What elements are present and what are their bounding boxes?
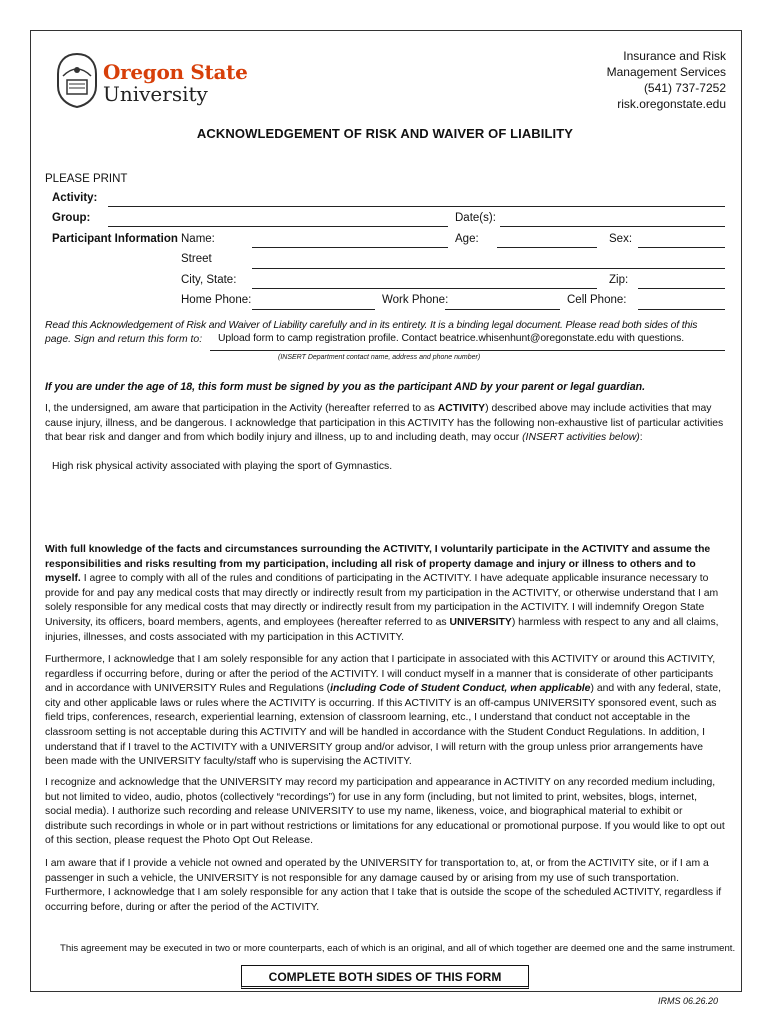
- name-label: Name:: [181, 233, 215, 245]
- return-to-text: Upload form to camp registration profile. Contact beatrice.whisenhunt@oregonstate.edu with questions.: [218, 333, 684, 344]
- university-logo: [55, 52, 248, 110]
- p1-activity-term: ACTIVITY: [437, 403, 486, 414]
- instructions-line-2: page. Sign and return this form to:: [45, 334, 203, 345]
- insert-contact-note: (INSERT Department contact name, address and phone number): [278, 354, 481, 361]
- p2-text-b: I agree to comply with all of the rules and conditions of participating in the ACTIVITY. I have adequate applicable insurance necessary to provide for and pay any medical costs that may directly or indirectly result from my participation in the ACTIVITY, or otherwise understand that I am solely responsible for any medical costs that may directly or indirectly result from my participation in the ACTIVITY. I will indemnify Oregon State University, its officers, board members, agents, and employees (hereafter referred to as: [45, 573, 719, 628]
- activity-label: Activity:: [52, 192, 98, 204]
- instructions-line-1: Read this Acknowledgement of Risk and Waiver of Liability carefully and in its entirety. It is a binding legal document. Please read both sides of this: [45, 320, 698, 331]
- city-state-field[interactable]: [252, 288, 597, 289]
- document-title: ACKNOWLEDGEMENT OF RISK AND WAIVER OF LIABILITY: [196, 126, 574, 141]
- name-field[interactable]: [252, 247, 448, 248]
- cell-phone-label: Cell Phone:: [567, 294, 627, 306]
- p1-text-a: I, the undersigned, am aware that participation in the Activity (hereafter referred to as: [45, 403, 438, 414]
- p2-text-d: ) harmless with respect to any and all claims, injuries, illnesses, and costs associated with my participation in this ACTIVITY.: [45, 616, 719, 643]
- age-label: Age:: [455, 233, 479, 245]
- form-code: IRMS 06.26.20: [657, 996, 718, 1006]
- zip-field[interactable]: [638, 288, 725, 289]
- logo-text-oregon-state: Oregon State: [103, 60, 248, 84]
- p1-insert-note: (INSERT activities below): [522, 432, 640, 444]
- sex-label: Sex:: [609, 233, 633, 245]
- p3-code-of-conduct: including Code of Student Conduct, when applicable: [330, 683, 591, 695]
- home-phone-label: Home Phone:: [181, 294, 252, 306]
- seal-icon: [55, 52, 99, 108]
- p3-text-c: ) and with any federal, state, city and other applicable laws or rules where the ACTIVITY is occurring. If this ACTIVITY is an off-campus UNIVERSITY sponsored event, such as field trips, conferences, research, experiential learning, extension of classroom learning, etc., I understand that conduct not acceptable in the classroom setting is not acceptable during this ACTIVITY and will be handled in accordance with the Student Conduct Regulations. In addition, I understand that if I travel to the ACTIVITY with a UNIVERSITY group and/or advisor, I will return with the group unless prior arrangements have been made with the UNIVERSITY faculty/staff who is supervising the ACTIVITY.: [45, 683, 722, 768]
- p2-university-term: UNIVERSITY: [449, 616, 512, 628]
- dates-label: Date(s):: [455, 212, 496, 224]
- under-18-notice: If you are under the age of 18, this form must be signed by you as the participant AND by your parent or legal guardian.: [45, 381, 646, 393]
- zip-label: Zip:: [609, 274, 629, 286]
- dates-field[interactable]: [500, 226, 725, 227]
- activity-field[interactable]: [108, 206, 725, 207]
- paragraph-assume-risk: [45, 543, 725, 645]
- paragraph-recordings: I recognize and acknowledge that the UNIVERSITY may record my participation and appearance in ACTIVITY on any recorded medium including, but not limited to video, audio, photos (collectively “recordings”) for use in any form (including, but not limited to print, websites, blogs, internet, social media). I authorize such recording and release UNIVERSITY to use my name, likeness, voice, and biographical material to exhibit or distribute such recordings in whole or in part without restrictions or limitations for any educational or promotional purpose. If you would like to opt out of this section, please request the Photo Opt Out Release.: [45, 777, 725, 847]
- office-name-2: Management Services: [606, 65, 726, 79]
- participant-info-label: Participant Information: [52, 233, 178, 245]
- paragraph-transportation: I am aware that if I provide a vehicle not owned and operated by the UNIVERSITY for transportation to, at, or from the ACTIVITY site, or if I am a passenger in such a vehicle, the UNIVERSITY is not responsible for any damage caused by or arising from my use of such transportation. Furthermore, I acknowledge that I am solely responsible for any action that I take that is outside the scope of the scheduled ACTIVITY, regardless if occurring before, during or after the period of the ACTIVITY.: [45, 858, 722, 913]
- street-field[interactable]: [252, 268, 725, 269]
- contact-block: [607, 48, 726, 112]
- p1-text-e: :: [639, 432, 643, 444]
- counterparts-note: This agreement may be executed in two or more counterparts, each of which is an original, and all of which together are deemed one and the same instrument.: [60, 943, 736, 954]
- street-label: Street: [181, 253, 212, 265]
- complete-both-sides-banner: COMPLETE BOTH SIDES OF THIS FORM: [241, 965, 529, 989]
- group-field[interactable]: [108, 226, 448, 227]
- paragraph-conduct: [45, 653, 725, 770]
- group-label: Group:: [52, 212, 91, 224]
- work-phone-label: Work Phone:: [382, 294, 449, 306]
- office-name: Insurance and Risk: [623, 49, 726, 63]
- return-to-line: [210, 350, 725, 351]
- activities-description: High risk physical activity associated with playing the sport of Gymnastics.: [52, 461, 393, 472]
- office-website: risk.oregonstate.edu: [617, 97, 726, 111]
- office-phone: (541) 737-7252: [643, 81, 726, 95]
- age-field[interactable]: [497, 247, 597, 248]
- p2-bold-intro: With full knowledge of the facts and circumstances surrounding the ACTIVITY, I voluntarily participate in the ACTIVITY and assume the responsibilities and risks resulting from my participation, including all risk of property damage and injury or illness to others and to myself.: [45, 544, 711, 585]
- logo-text-university: University: [103, 82, 208, 106]
- city-state-label: City, State:: [181, 274, 237, 286]
- cell-phone-field[interactable]: [638, 309, 725, 310]
- work-phone-field[interactable]: [445, 309, 560, 310]
- p3-text-a: Furthermore, I acknowledge that I am solely responsible for any action that I participate in associated with this ACTIVITY or around this ACTIVITY, regardless if occurring before, during or after the period of the ACTIVITY. I will conduct myself in a manner that is considerate of other participants and in accordance with UNIVERSITY Rules and Regulations (: [45, 654, 716, 695]
- please-print-label: PLEASE PRINT: [45, 173, 128, 185]
- paragraph-activity-risk: [45, 402, 725, 446]
- p1-text-c: ) described above may include activities that may cause injury, illness, and be dangerous. I acknowledge that participation in this ACTIVITY has the following non-exhaustive list of particular activities that bear risk and danger and from which bodily injury and illness, up to and including death, may occur: [45, 403, 724, 444]
- home-phone-field[interactable]: [252, 309, 375, 310]
- sex-field[interactable]: [638, 247, 725, 248]
